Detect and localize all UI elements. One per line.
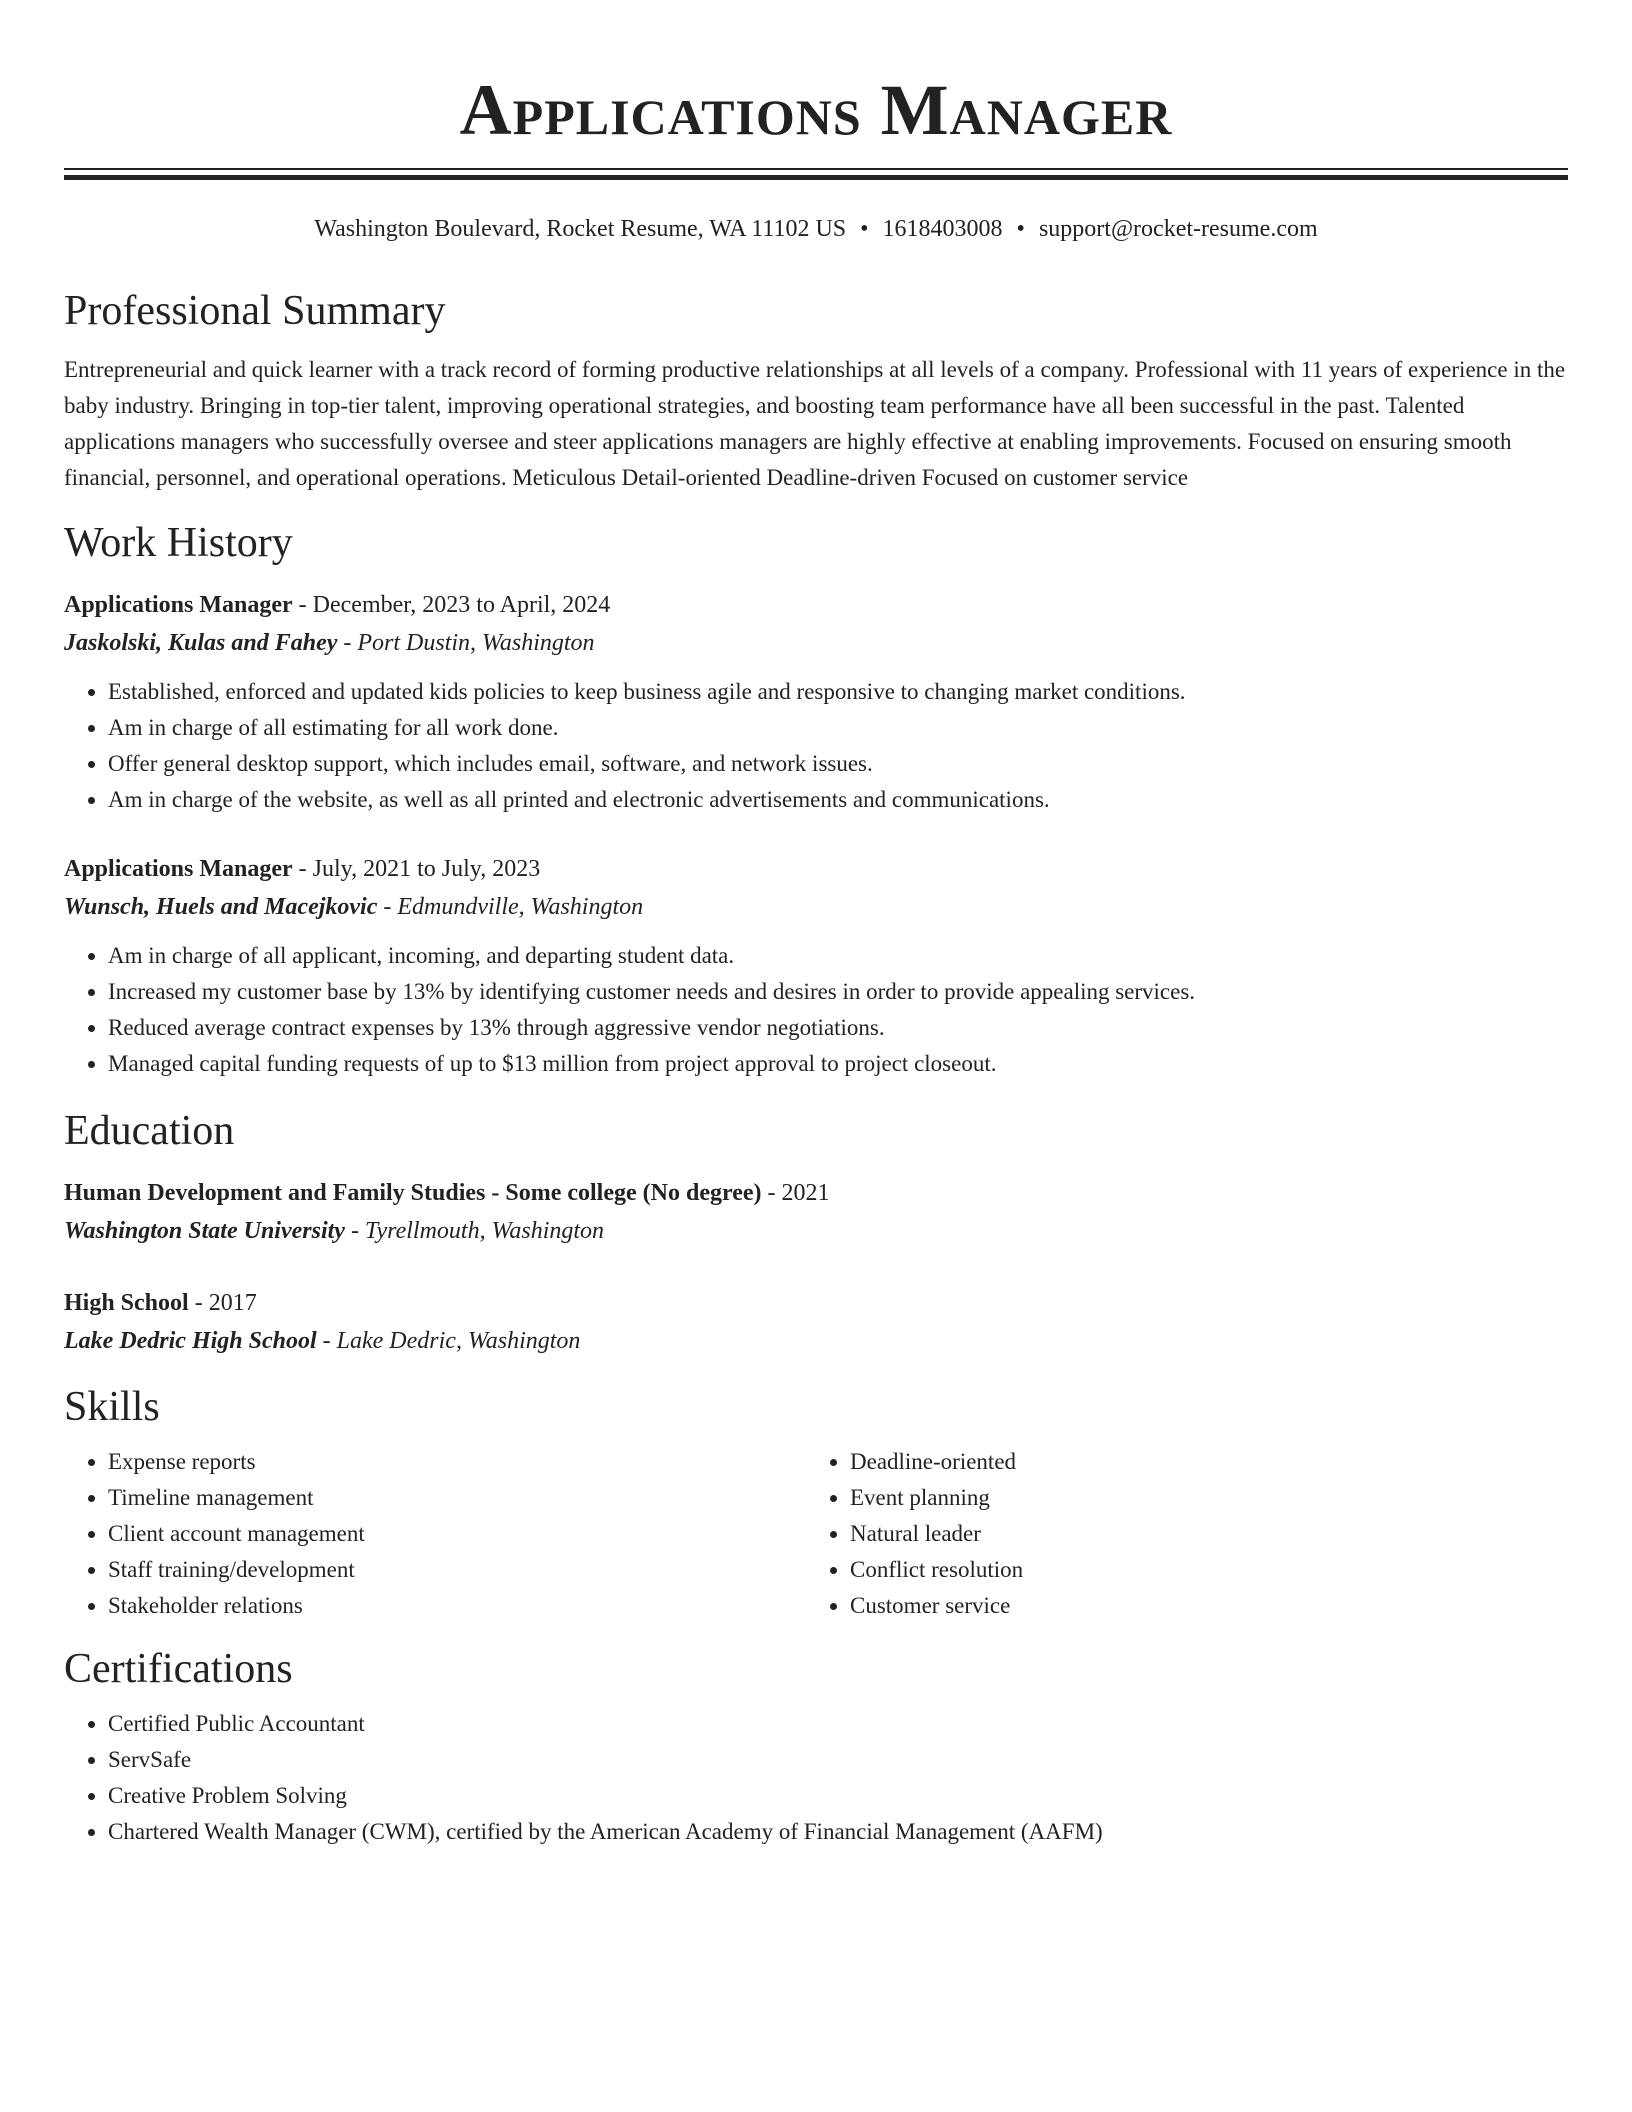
education-year: - 2021 — [761, 1180, 830, 1206]
skills-column-left — [64, 1444, 806, 1624]
list-item: • Expense reports — [108, 1444, 806, 1480]
list-item: • Am in charge of the website, as well as all printed and electronic advertisements and communications. — [108, 782, 1568, 818]
skills-heading: Skills — [64, 1384, 160, 1430]
list-item: • Stakeholder relations — [108, 1588, 806, 1624]
resume-page — [64, 0, 1568, 1850]
header-divider-thick — [64, 175, 1568, 180]
summary-heading: Professional Summary — [64, 288, 446, 334]
contact-separator: • — [860, 216, 869, 242]
list-item: • Chartered Wealth Manager (CWM), certified by the American Academy of Financial Management (AAFM) — [108, 1814, 1568, 1850]
education-school-line — [64, 1322, 1568, 1360]
job-dates: - December, 2023 to April, 2024 — [292, 592, 611, 618]
summary-text: Entrepreneurial and quick learner with a track record of forming productive relationships at all levels of a company. Professional with 11 years of experience in the baby industry. Bringing in top-tier talent, improving operational strategies, and boosting team performance have all been successful in the past. Talented applications managers who successfully oversee and steer applications managers are highly effective at enabling improvements. Focused on ensuring smooth financial, personnel, and operational operations. Meticulous Detail-oriented Deadline-driven Focused on customer service — [64, 357, 1566, 490]
list-item: • Timeline management — [108, 1480, 806, 1516]
education-entry — [64, 1174, 1568, 1250]
education-entry — [64, 1284, 1568, 1360]
contact-email: support@rocket-resume.com — [1038, 216, 1318, 242]
list-item: • Am in charge of all applicant, incoming, and departing student data. — [108, 938, 1568, 974]
list-item: • Increased my customer base by 13% by identifying customer needs and desires in order to provide appealing services. — [108, 974, 1568, 1010]
job-company: Wunsch, Huels and Macejkovic — [64, 894, 378, 920]
job-bullets — [64, 938, 1568, 1082]
skills-grid — [64, 1444, 1568, 1624]
certifications-list — [64, 1706, 1568, 1850]
job-dates: - July, 2021 to July, 2023 — [292, 856, 541, 882]
education-school-line — [64, 1212, 1568, 1250]
list-item: • Conflict resolution — [850, 1552, 1548, 1588]
job-role: Applications Manager — [64, 856, 293, 882]
job-company: Jaskolski, Kulas and Fahey — [64, 630, 338, 656]
job-location: - Edmundville, Washington — [377, 894, 644, 920]
job-company-line — [64, 888, 1568, 926]
job-entry — [64, 850, 1568, 1082]
job-company-line — [64, 624, 1568, 662]
education-year: - 2017 — [188, 1290, 257, 1316]
list-item: • Am in charge of all estimating for all work done. — [108, 710, 1568, 746]
list-item: • Offer general desktop support, which includes email, software, and network issues. — [108, 746, 1568, 782]
list-item: • Staff training/development — [108, 1552, 806, 1588]
contact-line — [64, 212, 1568, 246]
job-title-line — [64, 850, 1568, 888]
education-school: Washington State University — [64, 1218, 345, 1244]
education-location: - Lake Dedric, Washington — [316, 1328, 581, 1354]
job-entry — [64, 586, 1568, 818]
education-degree-line — [64, 1174, 1568, 1212]
work-history-heading: Work History — [64, 520, 293, 566]
resume-name: Applications Manager — [459, 70, 1173, 150]
list-item: • Deadline-oriented — [850, 1444, 1548, 1480]
list-item: • Managed capital funding requests of up to $13 million from project approval to project closeout. — [108, 1046, 1568, 1082]
list-item: • ServSafe — [108, 1742, 1568, 1778]
list-item: • Client account management — [108, 1516, 806, 1552]
list-item: • Event planning — [850, 1480, 1548, 1516]
education-location: - Tyrellmouth, Washington — [344, 1218, 605, 1244]
list-item: • Certified Public Accountant — [108, 1706, 1568, 1742]
job-title-line — [64, 586, 1568, 624]
education-degree: Human Development and Family Studies - Some college (No degree) — [64, 1180, 762, 1206]
list-item: • Customer service — [850, 1588, 1548, 1624]
list-item: • Established, enforced and updated kids policies to keep business agile and responsive to changing market conditions. — [108, 674, 1568, 710]
job-location: - Port Dustin, Washington — [337, 630, 595, 656]
certifications-heading: Certifications — [64, 1646, 293, 1692]
skills-column-right — [806, 1444, 1548, 1624]
education-degree: High School — [64, 1290, 189, 1316]
contact-phone: 1618403008 — [882, 216, 1003, 242]
job-role: Applications Manager — [64, 592, 293, 618]
list-item: • Creative Problem Solving — [108, 1778, 1568, 1814]
job-bullets — [64, 674, 1568, 818]
education-degree-line — [64, 1284, 1568, 1322]
list-item: • Reduced average contract expenses by 13% through aggressive vendor negotiations. — [108, 1010, 1568, 1046]
contact-address: Washington Boulevard, Rocket Resume, WA 11102 US — [314, 216, 847, 242]
education-school: Lake Dedric High School — [64, 1328, 317, 1354]
education-heading: Education — [64, 1108, 235, 1154]
contact-separator: • — [1016, 216, 1025, 242]
list-item: • Natural leader — [850, 1516, 1548, 1552]
header-divider-thin — [64, 168, 1568, 170]
